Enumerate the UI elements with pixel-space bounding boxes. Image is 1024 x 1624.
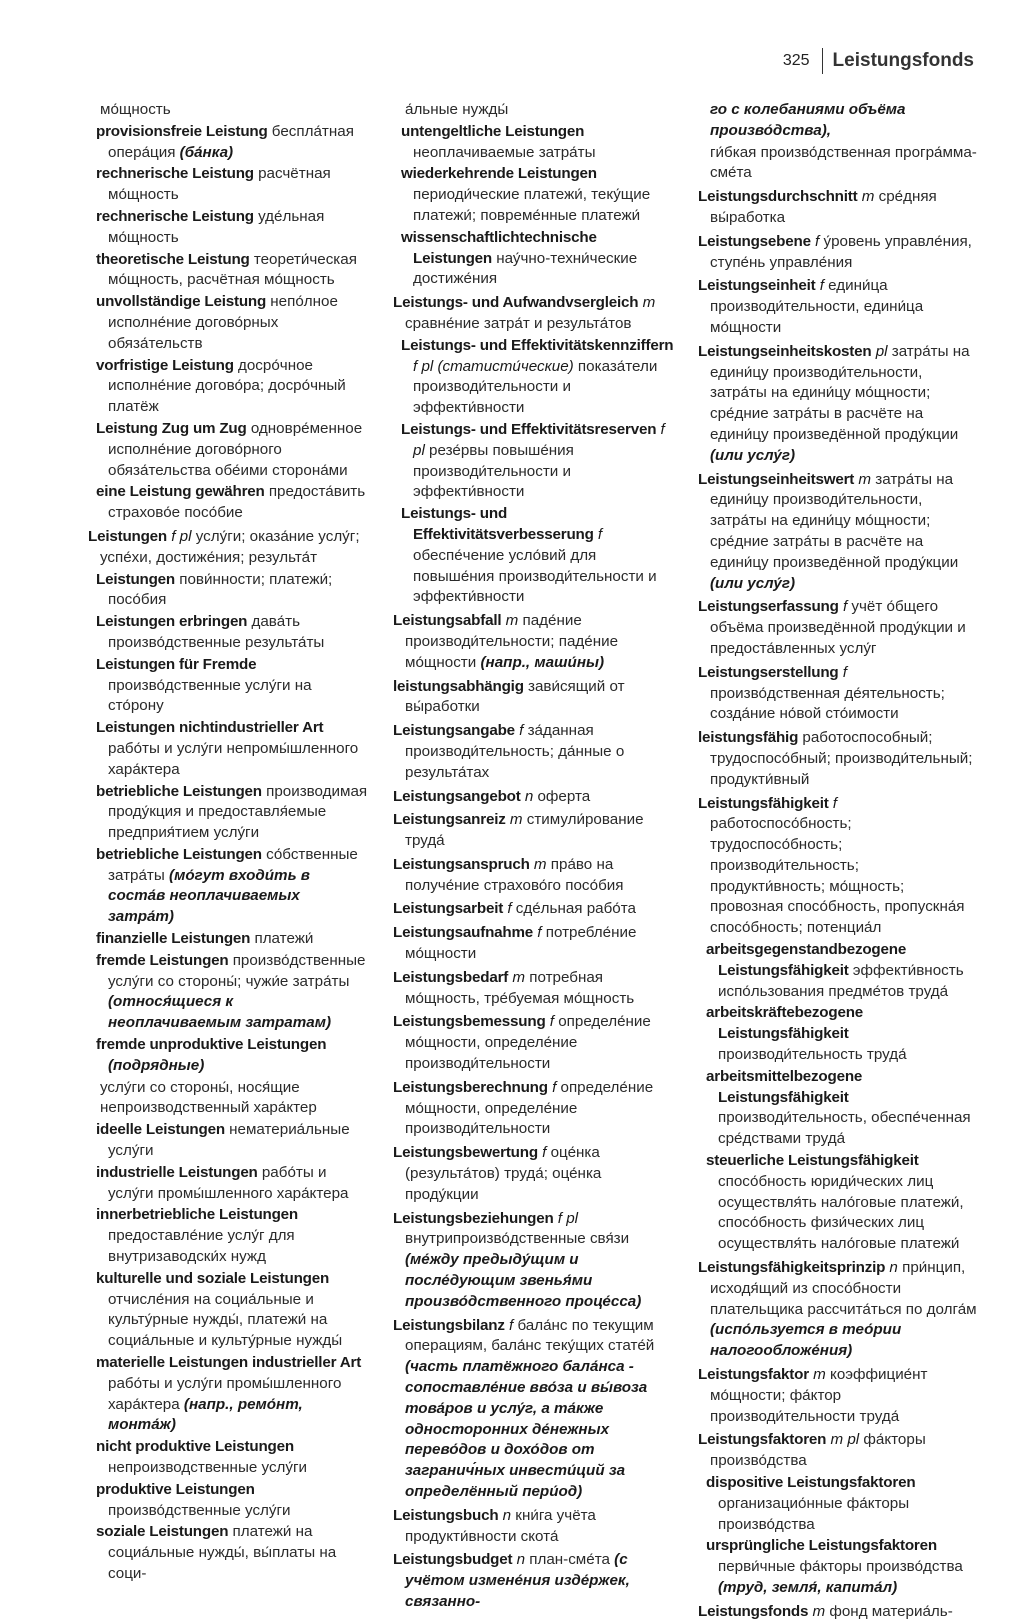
dictionary-entry: [88, 1480, 370, 1522]
headword: Leistungs- und Effektivitätskennziffern: [401, 336, 674, 354]
headword: Leistungs- und Effektivitätsreserven: [401, 420, 657, 438]
headword: Leistungs- und Aufwandvsergleich: [393, 294, 639, 312]
dictionary-entry: [698, 663, 978, 725]
dictionary-entry: [88, 845, 370, 928]
dictionary-entry: [88, 356, 370, 418]
grammar-label: m pl: [826, 1431, 860, 1449]
translation: сде́льная рабо́та: [511, 900, 636, 918]
headword: Leistungen: [96, 570, 176, 588]
grammar-label: m: [505, 811, 523, 829]
header-divider: [822, 48, 823, 74]
headword: Leistungsbilanz: [393, 1316, 505, 1334]
grammar-label: f: [815, 277, 824, 295]
dictionary-column-3: [698, 100, 978, 1624]
translation: коэффицие́нт мо́щности; фа́ктор производи́тельности труда́: [710, 1366, 928, 1425]
dictionary-entry: [393, 721, 676, 783]
dictionary-entry: [88, 1269, 370, 1352]
dictionary-entry: [393, 899, 676, 920]
translation: оферта: [533, 787, 591, 805]
translation: неоплачиваемые затра́ты: [413, 143, 596, 161]
translation: зави́сящий от вы́работки: [405, 677, 625, 716]
dictionary-entry: [698, 1067, 978, 1150]
headword: Leistungseinheit: [698, 277, 816, 295]
translation: рабо́ты и услу́ги промы́шленного хара́ктера: [108, 1163, 349, 1202]
headword: Leistungsangabe: [393, 722, 515, 740]
dictionary-entry: [698, 143, 978, 185]
usage-note: (мо́гут входи́ть в соста́в неоплачиваемых затра́т): [108, 866, 310, 926]
page-number: 325: [782, 52, 810, 69]
headword: produktive Leistungen: [96, 1480, 255, 1498]
dictionary-entry: [698, 342, 978, 467]
headword: Leistungserfassung: [698, 598, 839, 616]
translation: показа́тели производи́тельности и эффекти́вности: [413, 357, 658, 417]
translation: платежи́: [250, 930, 314, 948]
translation: отчисле́ния на социа́льные и культу́рные нужды́, платежи́ на социа́льные и культу́рные нужды́: [108, 1290, 343, 1350]
headword: dispositive Leistungsfaktoren: [706, 1474, 916, 1491]
dictionary-column-1: [88, 100, 370, 1586]
headword: Leistungsarbeit: [393, 900, 504, 918]
usage-note: (или услу́г): [710, 574, 796, 592]
headword: Leistungsaufnahme: [393, 924, 534, 942]
headword: arbeitsmittelbezogene Leistungsfähigkeit: [706, 1067, 863, 1106]
usage-note: (или услу́г): [710, 446, 796, 464]
translation: потребле́ние мо́щности: [405, 924, 637, 963]
headword: leistungsfähig: [698, 729, 799, 747]
translation: мо́щность: [100, 101, 171, 118]
headword: eine Leistung gewähren: [96, 483, 265, 501]
headword: Leistungsbemessung: [393, 1013, 546, 1031]
translation: нематериа́льные услу́ги: [108, 1121, 350, 1160]
headword: Leistungsebene: [698, 232, 811, 250]
headword: unvollständige Leistung: [96, 293, 267, 311]
grammar-label: n: [885, 1259, 898, 1277]
translation: со́бственные затра́ты: [108, 845, 358, 884]
headword: innerbetriebliche Leistungen: [96, 1206, 298, 1224]
grammar-label: m: [501, 612, 519, 630]
translation: пови́нности; платежи́; посо́бия: [108, 570, 333, 609]
translation: произво́дственные услу́ги со стороны́; чужи́е затра́ты: [108, 951, 366, 990]
translation: оце́нка (результа́тов) труда́; оце́нка проду́кции: [405, 1144, 602, 1203]
translation: спосо́бность юриди́ческих лиц осуществля́ть нало́говые платежи́, спосо́бность физи́ческих лиц осуществля́ть нало́говые платежи́: [718, 1172, 964, 1253]
dictionary-entry: [88, 1078, 370, 1120]
translation: паде́ние производи́тельности; паде́ние мо́щности: [405, 612, 619, 671]
translation: одновре́менное исполне́ние догово́рного обяза́тельства обе́ими сторона́ми: [108, 419, 363, 479]
translation: затра́ты на едини́цу производи́тельности, затра́ты на едини́цу мо́щности; сре́дние затра́ты в расчёте на едини́цу произведённой проду́кции: [710, 470, 959, 571]
translation: бала́нс по текущим операциям, бала́нс теку́щих стате́й: [405, 1316, 655, 1355]
dictionary-entry: [698, 100, 978, 142]
dictionary-entry: [88, 1163, 370, 1205]
grammar-label: m: [529, 855, 547, 873]
headword: materielle Leistungen industrieller Art: [96, 1354, 362, 1372]
dictionary-entry: [393, 810, 676, 852]
dictionary-entry: [698, 232, 978, 274]
dictionary-entry: [393, 787, 676, 808]
translation: непроизводственные услу́ги: [108, 1459, 308, 1476]
translation: кни́га учёта продукти́вности скота́: [405, 1506, 596, 1545]
dictionary-entry: [393, 677, 676, 719]
translation: производи́тельность труда́: [718, 1046, 907, 1064]
dictionary-entry: [88, 1120, 370, 1162]
grammar-label: f pl: [413, 420, 665, 459]
translation: план-сме́та: [525, 1551, 610, 1569]
translation: пра́во на получе́ние страхово́го посо́бия: [405, 855, 624, 894]
translation: сре́дняя вы́работка: [710, 188, 937, 226]
headword: betriebliche Leistungen: [96, 845, 262, 863]
translation: производи́тельность, обеспе́ченная сре́дствами труда́: [718, 1109, 971, 1148]
dictionary-entry: [698, 1473, 978, 1535]
dictionary-entry: [698, 597, 978, 659]
headword: Leistungsberechnung: [393, 1078, 548, 1096]
headword: Leistungseinheitswert: [698, 470, 855, 488]
headword: Leistungs- und Effektivitätsverbesserung: [401, 505, 594, 543]
dictionary-entry: [393, 611, 676, 673]
grammar-label: n: [520, 787, 534, 805]
translation: затра́ты на едини́цу производи́тельности, затра́ты на едини́цу мо́щности; сре́дние затра́ты в расчёте на едини́цу произведённой проду́кции: [710, 342, 970, 443]
translation: стимули́рование труда́: [405, 811, 644, 850]
translation: предоставле́ние услу́г для внутризаводски́х нужд: [108, 1227, 295, 1266]
dictionary-entry: [88, 1035, 370, 1077]
grammar-label: f pl (статисти́ческие): [413, 357, 574, 375]
headword: provisionsfreie Leistung: [96, 122, 268, 140]
page-header: [783, 48, 974, 74]
grammar-label: f: [828, 794, 838, 812]
usage-note: (испо́льзуется в тео́рии налогообложе́ния): [710, 1321, 902, 1360]
headword: Leistung Zug um Zug: [96, 419, 247, 437]
translation: рабо́ты и услу́ги непромы́шленного хара́ктера: [108, 739, 359, 778]
headword: Leistungsfaktor: [698, 1366, 809, 1384]
dictionary-entry: [88, 1522, 370, 1584]
grammar-label: f: [810, 232, 820, 250]
usage-note: (подрядные): [108, 1056, 205, 1074]
dictionary-entry: [88, 655, 370, 717]
dictionary-entry: [88, 164, 370, 206]
dictionary-entry: [88, 207, 370, 249]
headword: Leistungen erbringen: [96, 613, 248, 631]
translation: резе́рвы повыше́ния производи́тельности и эффекти́вности: [413, 441, 574, 501]
grammar-label: f pl: [167, 527, 192, 545]
dictionary-entry: [393, 228, 676, 290]
headword: Leistungsfaktoren: [698, 1431, 827, 1449]
grammar-label: n: [498, 1506, 512, 1524]
dictionary-entry: [698, 1258, 978, 1362]
headword: Leistungen für Fremde: [96, 655, 257, 673]
dictionary-entry: [88, 250, 370, 292]
headword: betriebliche Leistungen: [96, 782, 262, 800]
dictionary-entry: [393, 100, 676, 121]
dictionary-entry: [698, 1536, 978, 1598]
headword: leistungsabhängig: [393, 677, 524, 695]
headword: Leistungsfähigkeitsprinzip: [698, 1259, 886, 1277]
grammar-label: m: [808, 1366, 826, 1384]
dictionary-entry: [698, 276, 978, 338]
usage-note: (напр., ремо́нт, монта́ж): [108, 1395, 303, 1434]
headword: theoretische Leistung: [96, 250, 250, 268]
headword: Leistungsanspruch: [393, 855, 530, 873]
translation: обеспе́чение усло́вий для повыше́ния производи́тельности и эффекти́вности: [413, 546, 657, 606]
headword: Leistungsbeziehungen: [393, 1209, 554, 1227]
usage-note: (труд, земля́, капита́л): [718, 1578, 898, 1596]
headword: Leistungsfähigkeit: [698, 794, 829, 812]
headword: Leistungseinheitskosten: [698, 342, 872, 360]
usage-note: (относя́щиеся к неоплачиваемым затратам): [108, 993, 331, 1032]
headword: Leistungen: [88, 527, 168, 545]
translation: едини́ца производи́тельности, едини́ца мо́щности: [710, 277, 924, 336]
dictionary-entry: [393, 420, 676, 503]
headword: Leistungsbewertung: [393, 1144, 538, 1162]
translation: досро́чное исполне́ние догово́ра; досро́чный платёж: [108, 356, 346, 416]
dictionary-entry: [88, 1353, 370, 1436]
translation: учёт о́бщего объёма произведённой проду́кции и предоста́вленных услу́г: [710, 598, 966, 657]
headword: Leistungen nichtindustrieller Art: [96, 719, 324, 737]
dictionary-entry: [393, 1316, 676, 1503]
dictionary-entry: [698, 1151, 978, 1255]
translation: платежи́ на социа́льные нужды́, вы́платы на соци-: [108, 1523, 337, 1582]
running-head: Leistungsfonds: [832, 50, 974, 71]
translation: услу́ги; оказа́ние услу́г; успе́хи, достиже́ния; результа́т: [100, 527, 360, 566]
dictionary-entry: [393, 1506, 676, 1548]
translation: работоспосо́бность; трудоспосо́бность; производи́тельность; продукти́вность; мо́щность; провозная спосо́бность, пропускна́я спосо́бность; потенциа́л: [710, 815, 965, 937]
dictionary-entry: [393, 1209, 676, 1313]
translation: перви́чные фа́кторы произво́дства: [718, 1558, 963, 1576]
translation: определе́ние мо́щности, определе́ние производи́тельности: [405, 1078, 654, 1138]
translation: уде́льная мо́щность: [108, 207, 325, 246]
translation: у́ровень управле́ния, ступе́нь управле́ния: [710, 232, 972, 271]
translation: произво́дственные услу́ги: [108, 1501, 291, 1519]
headword: vorfristige Leistung: [96, 356, 234, 374]
headword: Leistungsdurchschnitt: [698, 188, 858, 206]
headword: Leistungsabfall: [393, 612, 502, 630]
headword: Leistungsfonds: [698, 1602, 809, 1620]
dictionary-entry: [698, 470, 978, 595]
translation: беспла́тная опера́ция: [108, 122, 354, 161]
headword: untengeltliche Leistungen: [401, 122, 585, 140]
translation: фа́кторы произво́дства: [710, 1431, 926, 1470]
dictionary-entry: [88, 527, 370, 569]
usage-note: (напр., маши́ны): [476, 653, 605, 671]
headword: arbeitskräftebezogene Leistungsfähigkeit: [706, 1004, 864, 1043]
headword: Leistungsbudget: [393, 1551, 513, 1569]
headword: arbeitsgegenstandbezogene Leistungsfähigkeit: [706, 941, 907, 979]
grammar-label: m: [857, 188, 875, 206]
grammar-label: m: [638, 294, 656, 312]
dictionary-entry: [88, 612, 370, 654]
dictionary-entry: [698, 1003, 978, 1065]
dictionary-entry: [393, 122, 676, 164]
translation: дава́ть произво́дственные результа́ты: [108, 613, 325, 651]
usage-note: го с колебаниями объёма произво́дства),: [710, 101, 906, 139]
headword: Leistungserstellung: [698, 663, 839, 681]
dictionary-entry: [88, 122, 370, 164]
translation: за́данная производи́тельность; да́нные о результа́тах: [405, 722, 625, 781]
grammar-label: pl: [871, 342, 888, 360]
dictionary-entry: [698, 187, 978, 229]
dictionary-entry: [393, 968, 676, 1010]
grammar-label: f: [547, 1078, 557, 1096]
usage-note: (часть платёжного бала́нса - сопоставле́ние вво́за и вы́воза това́ров и услу́г, а та́кже односторонних де́нежных перево́дов и дохо́дов от загранич́ных инвести́ций за определённый пери́од): [405, 1358, 648, 1500]
dictionary-entry: [88, 419, 370, 481]
headword: fremde unproduktive Leistungen: [96, 1036, 327, 1054]
grammar-label: f: [545, 1013, 554, 1031]
headword: finanzielle Leistungen: [96, 930, 251, 948]
translation: а́льные нужды́: [405, 101, 509, 118]
dictionary-entry: [698, 1602, 978, 1623]
translation: рабо́ты и услу́ги промы́шленного хара́ктера: [108, 1374, 342, 1413]
translation: потребная мо́щность, тре́буемая мо́щность: [405, 968, 635, 1007]
grammar-label: f: [838, 663, 847, 681]
dictionary-entry: [88, 570, 370, 612]
dictionary-entry: [393, 1143, 676, 1205]
headword: Leistungsbedarf: [393, 968, 509, 986]
dictionary-entry: [88, 1205, 370, 1267]
translation: определе́ние мо́щности, определе́ние производи́тельности: [405, 1013, 651, 1073]
translation: произво́дственная де́ятельность; созда́ние но́вой сто́имости: [710, 684, 945, 723]
dictionary-entry: [393, 1078, 676, 1140]
translation: фонд материа́ль-: [825, 1602, 953, 1620]
translation: внутрипроизво́дственные свя́зи: [405, 1230, 630, 1248]
headword: nicht produktive Leistungen: [96, 1438, 294, 1456]
dictionary-entry: [698, 940, 978, 1002]
headword: industrielle Leistungen: [96, 1163, 258, 1181]
dictionary-entry: [393, 164, 676, 226]
headword: rechnerische Leistung: [96, 207, 254, 225]
dictionary-entry: [393, 1012, 676, 1074]
headword: wiederkehrende Leistungen: [401, 165, 597, 183]
grammar-label: f: [537, 1144, 547, 1162]
translation: производимая проду́кция и предоставля́емые предприя́тием услу́ги: [108, 782, 368, 842]
headword: ideelle Leistungen: [96, 1121, 225, 1139]
grammar-label: f: [533, 924, 542, 942]
grammar-label: f: [503, 900, 512, 918]
headword: steuerliche Leistungsfähigkeit: [706, 1152, 919, 1170]
dictionary-entry: [698, 1430, 978, 1472]
dictionary-entry: [88, 782, 370, 844]
translation: организацио́нные фа́кторы произво́дства: [718, 1494, 910, 1533]
translation: периоди́ческие платежи́, теку́щие платежи́; повреме́нные платежи́: [413, 186, 651, 224]
grammar-label: m: [508, 968, 526, 986]
dictionary-entry: [393, 336, 676, 419]
translation: сравне́ние затра́т и результа́тов: [405, 314, 632, 332]
headword: Leistungsangebot: [393, 787, 521, 805]
dictionary-entry: [698, 1365, 978, 1427]
dictionary-entry: [88, 482, 370, 524]
grammar-label: f: [838, 598, 848, 616]
dictionary-entry: [698, 728, 978, 790]
grammar-label: m: [854, 470, 872, 488]
headword: kulturelle und soziale Leistungen: [96, 1269, 330, 1287]
headword: soziale Leistungen: [96, 1523, 229, 1541]
dictionary-entry: [698, 794, 978, 940]
dictionary-entry: [88, 718, 370, 780]
dictionary-entry: [393, 504, 676, 608]
translation: теорети́ческая мо́щность, расчётная мо́щность: [108, 250, 357, 289]
dictionary-entry: [393, 923, 676, 965]
headword: wissenschaftlichtechnische Leistungen: [401, 228, 597, 267]
grammar-label: f: [593, 525, 603, 543]
translation: расчётная мо́щность: [108, 165, 331, 204]
usage-note: (ме́жду предыду́щим и после́дующим звенья́ми произво́дственного проце́сса): [405, 1251, 642, 1310]
headword: rechnerische Leistung: [96, 165, 254, 183]
dictionary-column-2: [393, 100, 676, 1614]
headword: Leistungsanreiz: [393, 811, 506, 829]
grammar-label: f: [514, 722, 524, 740]
translation: предоста́вить страхово́е посо́бие: [108, 483, 366, 522]
translation: произво́дственные услу́ги на сто́рону: [108, 676, 312, 715]
translation: нау́чно-техни́ческие достиже́ния: [413, 249, 638, 288]
usage-note: (с учётом измене́ния изде́ржек, связанно-: [405, 1551, 630, 1610]
translation: при́нцип, исходя́щий из спосо́бности плательщика рассчита́ться по долга́м: [710, 1259, 977, 1318]
dictionary-entry: [393, 855, 676, 897]
dictionary-entry: [88, 929, 370, 950]
headword: fremde Leistungen: [96, 951, 229, 969]
translation: непо́лное исполне́ние догово́рных обяза́тельств: [108, 293, 338, 352]
headword: ursprüngliche Leistungsfaktoren: [706, 1537, 937, 1555]
dictionary-entry: [88, 292, 370, 354]
usage-note: (ба́нка): [175, 143, 234, 161]
dictionary-entry: [88, 951, 370, 1034]
grammar-label: f pl: [553, 1209, 579, 1227]
headword: Leistungsbuch: [393, 1506, 499, 1524]
dictionary-entry: [393, 1550, 676, 1612]
translation: услу́ги со стороны́, нося́щие непроизводственный хара́ктер: [100, 1078, 317, 1117]
translation: эффекти́вность испо́льзования предме́тов труда́: [718, 961, 964, 1000]
dictionary-entry: [88, 1437, 370, 1479]
dictionary-entry: [393, 293, 676, 335]
grammar-label: n: [512, 1551, 526, 1569]
translation: работоспособный; трудоспосо́бный; производи́тельный; продукти́вный: [710, 729, 973, 788]
dictionary-entry: [88, 100, 370, 121]
grammar-label: m: [808, 1602, 826, 1620]
grammar-label: f: [504, 1316, 514, 1334]
translation: ги́бкая произво́дственная програ́мма-сме́та: [710, 143, 977, 182]
